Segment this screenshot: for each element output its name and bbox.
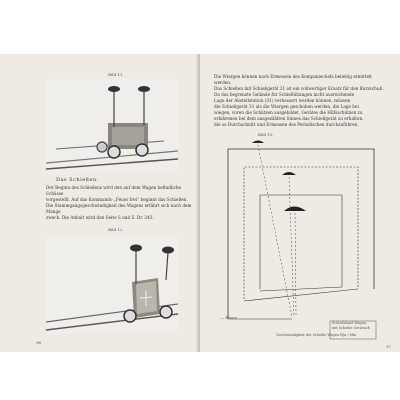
box-label: Schießstand Wagen — [332, 321, 366, 325]
right-body-line: Das Schießen mit Schießgerät 31 ist ein vollwertiger Ersatz für den Kurzschuß. — [214, 86, 384, 91]
range-diagram-drawing — [218, 139, 392, 344]
left-body-line: Der Beginn des Schießens wird den auf dem Wagen befindliche Schüsse — [46, 185, 182, 196]
right-body-line: wiegen, voren die Schützen ausgebildet, Gerätes die Hilfsschützen zu — [214, 110, 363, 115]
open-book — [0, 54, 400, 352]
right-body-line: Lage der Abstellstation (31) verbessert werden können, müssen — [214, 98, 351, 103]
left-body-line: zweck. Die Anhalt wird den Seite S und S. Dr. 243. — [46, 215, 154, 220]
right-body-line: die Schießgerät 31 als die Wiergen geschoben werden, die Lage bei — [214, 104, 359, 109]
right-body-line: werden. — [214, 80, 232, 85]
wagon-illustration — [46, 234, 178, 334]
left-page — [0, 54, 200, 352]
figure-caption: Bild 13. — [258, 132, 274, 137]
figure-caption-top: Bild 11. — [108, 72, 124, 77]
top-margin — [0, 0, 400, 54]
page-number-right: 97 — [386, 344, 392, 349]
box-label: mit Scheibe Geräsuch — [332, 326, 370, 330]
right-body-line: erfahrenen bei dem ausgezählten Sinnes das Schießgerät zu erhalten, — [214, 116, 364, 121]
box-label: Geschwindigkeit der Scheibe Wagen Hjn / Min — [276, 333, 357, 337]
left-body-line: vorgestellt. Auf das Kommando „Feuer frei“ beginnt das Schießen. — [46, 197, 188, 202]
right-body-line: Da das begrenzte Gelände für Schießübungen nicht ausreichende — [214, 92, 355, 97]
left-body-text — [46, 185, 194, 221]
right-body-text — [214, 74, 392, 128]
section-heading: Das Schießen. — [56, 177, 99, 183]
bottom-margin — [0, 352, 400, 400]
right-body-line: Die Wiergen können nach Ermessen des Kompaniechefs beliebig ermittelt — [214, 74, 372, 79]
legend-label: — Rinne — [220, 315, 238, 320]
photo-target-wagon-1 — [46, 79, 178, 174]
right-body-line: die so Durchschnitt und Ermessen des Periodischen durchzuführen. — [214, 122, 359, 127]
range-diagram — [218, 139, 392, 344]
right-page — [200, 54, 400, 352]
left-body-line: Die Stammgangsgeschwindigkeit des Wagens erfährt sich nach dem Mange — [46, 203, 192, 214]
wagon-illustration — [46, 79, 178, 174]
page-number-left: 96 — [36, 340, 42, 345]
photo-target-wagon-2 — [46, 234, 178, 334]
figure-caption-bottom: Bild 12. — [108, 227, 124, 232]
